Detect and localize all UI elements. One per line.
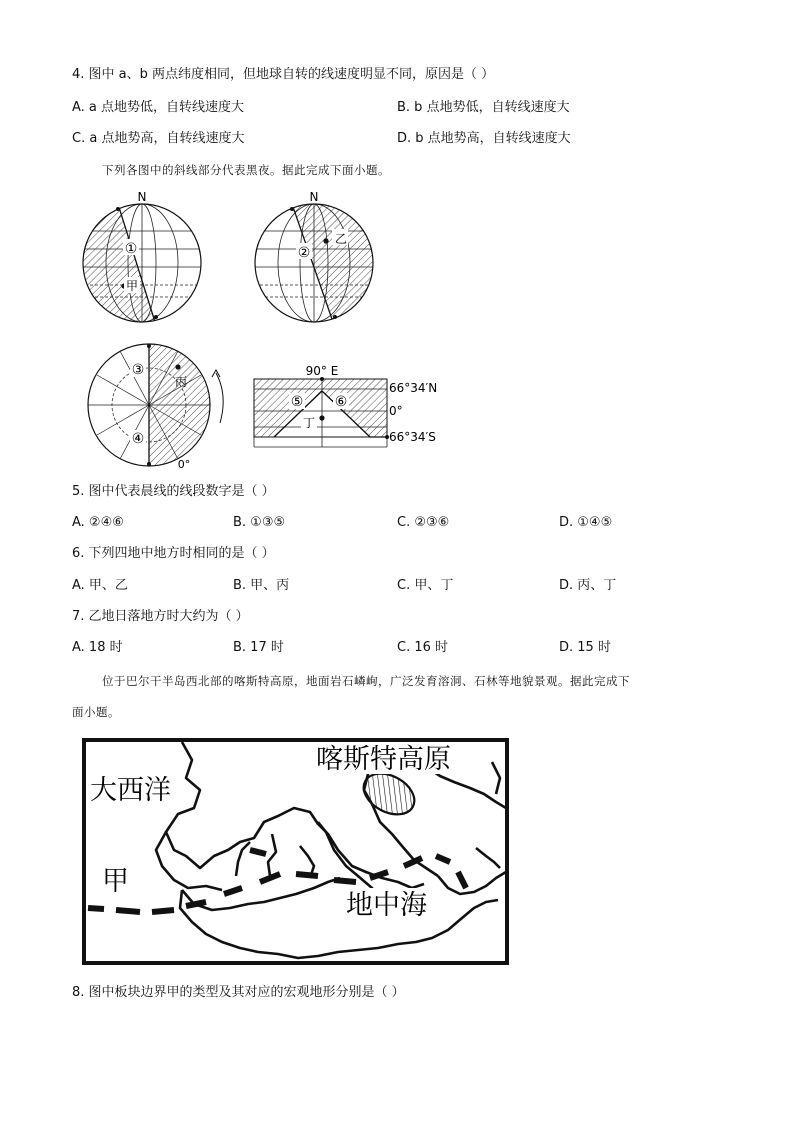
q5-stem: 5. 图中代表晨线的线段数字是（ ） bbox=[72, 484, 275, 499]
globe-1-place-label: 甲 bbox=[125, 279, 139, 293]
globe-2-north-label: N bbox=[309, 190, 319, 204]
polar-meridian-label: 0° bbox=[177, 458, 191, 471]
rect-segment-right-label: ⑥ bbox=[334, 394, 348, 410]
q4-option-b: B. b 点地势低，自转线速度大 bbox=[397, 100, 570, 115]
q4-option-a: A. a 点地势低，自转线速度大 bbox=[72, 100, 245, 115]
rect-lat-n-label: 66°34′N bbox=[389, 381, 438, 395]
polar-segment-bottom-label: ④ bbox=[131, 431, 145, 447]
q4-option-c: C. a 点地势高，自转线速度大 bbox=[72, 131, 245, 146]
q7-option-b: B. 17 时 bbox=[233, 640, 284, 655]
q5-option-a: A. ②④⑥ bbox=[72, 515, 124, 530]
q5-option-d: D. ①④⑤ bbox=[559, 515, 613, 530]
q4-option-d: D. b 点地势高，自转线速度大 bbox=[397, 131, 571, 146]
rect-top-label: 90° E bbox=[305, 364, 339, 378]
globe-1-segment-label: ① bbox=[124, 241, 138, 257]
rect-place-label: 丁 bbox=[302, 416, 316, 430]
globe-2-place-label: 乙 bbox=[334, 232, 348, 246]
globe-2 bbox=[250, 204, 380, 322]
map-karst-label: 喀斯特高原 bbox=[316, 744, 451, 775]
q4-stem: 4. 图中 a、b 两点纬度相同，但地球自转的线速度明显不同，原因是（ ） bbox=[72, 67, 495, 82]
q7-option-a: A. 18 时 bbox=[72, 640, 123, 655]
intro-1: 下列各图中的斜线部分代表黑夜。据此完成下面小题。 bbox=[102, 163, 390, 177]
rect-projection bbox=[254, 377, 389, 447]
q6-option-a: A. 甲、乙 bbox=[72, 578, 128, 593]
day-night-figure bbox=[60, 185, 438, 475]
q7-option-c: C. 16 时 bbox=[397, 640, 449, 655]
q8-stem: 8. 图中板块边界甲的类型及其对应的宏观地形分别是（ ） bbox=[72, 985, 405, 1000]
q5-option-b: B. ①③⑤ bbox=[233, 515, 286, 530]
globe-1-north-label: N bbox=[137, 190, 147, 204]
q6-option-d: D. 丙、丁 bbox=[559, 578, 617, 593]
globe-1 bbox=[80, 204, 205, 322]
q7-option-d: D. 15 时 bbox=[559, 640, 611, 655]
map-boundary-label: 甲 bbox=[102, 866, 129, 897]
q6-stem: 6. 下列四地中地方时相同的是（ ） bbox=[72, 546, 275, 561]
map-atlantic-label: 大西洋 bbox=[90, 775, 171, 806]
rect-lat-s-label: 66°34′S bbox=[389, 430, 436, 444]
map-sea-label: 地中海 bbox=[346, 890, 427, 921]
rect-equator-label: 0° bbox=[389, 404, 403, 418]
intro-2-line-1: 位于巴尔干半岛西北部的喀斯特高原，地面岩石嶙峋，广泛发育溶洞、石林等地貌景观。据此完成下 bbox=[102, 674, 630, 688]
polar-place-label: 丙 bbox=[174, 375, 188, 389]
rect-segment-left-label: ⑤ bbox=[290, 394, 304, 410]
polar-view bbox=[88, 344, 223, 466]
q7-stem: 7. 乙地日落地方时大约为（ ） bbox=[72, 609, 249, 624]
q5-option-c: C. ②③⑥ bbox=[397, 515, 450, 530]
q6-option-b: B. 甲、丙 bbox=[233, 578, 290, 593]
q6-option-c: C. 甲、丁 bbox=[397, 578, 454, 593]
polar-segment-top-label: ③ bbox=[131, 362, 145, 378]
intro-2-line-2: 面小题。 bbox=[72, 705, 120, 719]
karst-map bbox=[82, 738, 510, 966]
globe-2-segment-label: ② bbox=[297, 245, 311, 261]
